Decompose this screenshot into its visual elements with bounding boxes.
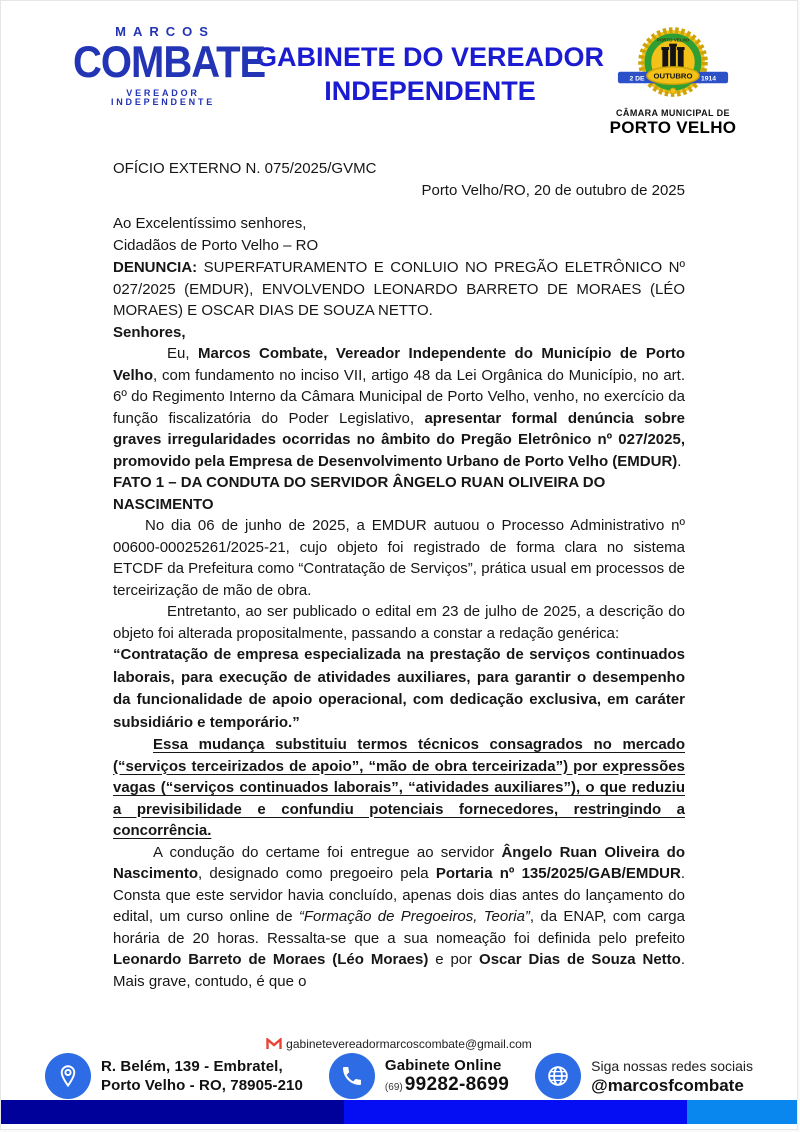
footer-phone bbox=[329, 1053, 509, 1099]
logo-subtitle: VEREADOR INDEPENDENTE bbox=[110, 88, 216, 107]
edital-paragraph: Entretanto, ao ser publicado o edital em 23 de julho de 2025, a descrição do objeto foi alterada propositalmente, passando a constar a redação genérica: bbox=[113, 603, 685, 642]
footer-color-bar bbox=[1, 1100, 797, 1124]
office-title-line2: INDEPENDENTE bbox=[324, 75, 536, 106]
svg-text:1914: 1914 bbox=[701, 75, 717, 83]
phone-title: Gabinete Online bbox=[384, 1056, 502, 1074]
phone-area-code: (69) bbox=[384, 1081, 403, 1093]
footer-email-text: gabinetevereadormarcoscombate@gmail.com bbox=[286, 1037, 532, 1051]
footer-social bbox=[535, 1053, 753, 1099]
logo-name-top: MARCOS bbox=[115, 24, 215, 39]
subject-paragraph: DENUNCIA: SUPERFATURAMENTO E CONLUIO NO PREGÃO ELETRÔNICO Nº 027/2025 (EMDUR), ENVOLVENDO LEONARDO BARRETO DE MORAES (LÉO MORAES) E OSCAR DIAS DE SOUZA NETTO. bbox=[113, 259, 685, 319]
fato1-heading: FATO 1 – DA CONDUTA DO SERVIDOR ÂNGELO RUAN OLIVEIRA DO NASCIMENTO bbox=[113, 474, 606, 513]
footer-contact-row bbox=[1, 1053, 797, 1099]
banner bbox=[647, 67, 699, 84]
bar-navy-segment bbox=[1, 1100, 344, 1124]
camara-emblem bbox=[607, 25, 739, 138]
location-pin-icon bbox=[55, 1063, 81, 1089]
phone-number: 99282-8699 bbox=[404, 1073, 510, 1095]
logo-name-main: COMBATE bbox=[73, 37, 266, 88]
conducao-paragraph: A condução do certame foi entregue ao servidor Ângelo Ruan Oliveira do Nascimento, designado como pregoeiro pela Portaria nº 135/2025/GAB/EMDUR. Consta que este servidor havia concluído, apenas dois dias antes do lançamento do edital, um curso online de “Formação de Pregoeiros, Teoria”, da ENAP, com carga horária de 20 horas. Ressalta-se que a sua nomeação foi definida pelo prefeito Leonardo Barreto de Moraes (Léo Moraes) e por Oscar Dias de Souza Netto. Mais grave, contudo, é que o bbox=[113, 843, 685, 990]
marcos-combate-logo bbox=[73, 24, 266, 107]
globe-icon bbox=[545, 1063, 571, 1089]
dateline: Porto Velho/RO, 20 de outubro de 2025 bbox=[421, 181, 685, 199]
social-handle: @marcosfcombate bbox=[591, 1076, 744, 1095]
phone-icon bbox=[340, 1064, 364, 1088]
mudanca-paragraph: Essa mudança substituiu termos técnicos consagrados no mercado (“serviços terceirizados de apoio”, “mão de obra terceirizada”) por expressões vagas (“serviços continuados laborais”, “atividades auxiliares”), o que reduziu a previsibilidade e confundiu potenciais fornecedores, restringindo a concorrência. bbox=[113, 736, 685, 839]
addressee-line2: Cidadãos de Porto Velho – RO bbox=[113, 237, 319, 254]
address-line1: R. Belém, 139 - Embratel, bbox=[100, 1058, 283, 1075]
letter-body bbox=[1, 138, 797, 992]
address-line2: Porto Velho - RO, 78905-210 bbox=[100, 1077, 303, 1094]
addressee-line1: Ao Excelentíssimo senhores, bbox=[113, 215, 307, 232]
gmail-icon bbox=[266, 1038, 282, 1050]
svg-text:OUTUBRO: OUTUBRO bbox=[653, 71, 693, 81]
emblem-caption-line1: CÂMARA MUNICIPAL DE bbox=[616, 108, 730, 118]
social-caption: Siga nossas redes sociais bbox=[591, 1058, 754, 1074]
processo-paragraph: No dia 06 de junho de 2025, a EMDUR autuou o Processo Administrativo nº 00600-00025261/2025-21, cujo objeto foi registrado de forma clara no sistema ETCDF da Prefeitura como “Contratação de Serviços”, prática usual em processos de terceirização de mão de obra. bbox=[113, 517, 685, 599]
oficio-reference: OFÍCIO EXTERNO N. 075/2025/GVMC bbox=[113, 160, 377, 177]
salutation: Senhores, bbox=[113, 323, 186, 341]
emblem-caption-line2: PORTO VELHO bbox=[609, 118, 737, 137]
office-title-line1: GABINETE DO VEREADOR bbox=[255, 42, 605, 72]
bar-azure-segment bbox=[687, 1100, 797, 1124]
bar-blue-segment bbox=[344, 1100, 687, 1124]
intro-paragraph: Eu, Marcos Combate, Vereador Independente do Município de Porto Velho, com fundamento no inciso VII, artigo 48 da Lei Orgânica do Município, no art. 6º do Regimento Interno da Câmara Municipal de Porto Velho, venho, no exercício da função fiscalizatória do Poder Legislativo, apresentar formal denúncia sobre graves irregularidades ocorridas no âmbito do Pregão Eletrônico nº 027/2025, promovido pela Empresa de Desenvolvimento Urbano de Porto Velho (EMDUR). bbox=[113, 345, 686, 470]
svg-text:2 DE: 2 DE bbox=[629, 75, 645, 83]
edital-quote: “Contratação de empresa especializada na prestação de serviços continuados laborais, para execução de atividades auxiliares, para garantir o desempenho da funcionalidade de apoio operacional, com dedicação exclusiva, em caráter subsidiário e temporário.” bbox=[113, 646, 685, 731]
footer-email bbox=[1, 1037, 797, 1051]
letterhead bbox=[1, 1, 797, 138]
office-title bbox=[256, 41, 604, 109]
camara-seal-icon bbox=[615, 25, 731, 101]
svg-text:PORTO VELHO: PORTO VELHO bbox=[656, 37, 690, 43]
addressee-block bbox=[113, 213, 685, 257]
footer-address bbox=[45, 1053, 303, 1099]
